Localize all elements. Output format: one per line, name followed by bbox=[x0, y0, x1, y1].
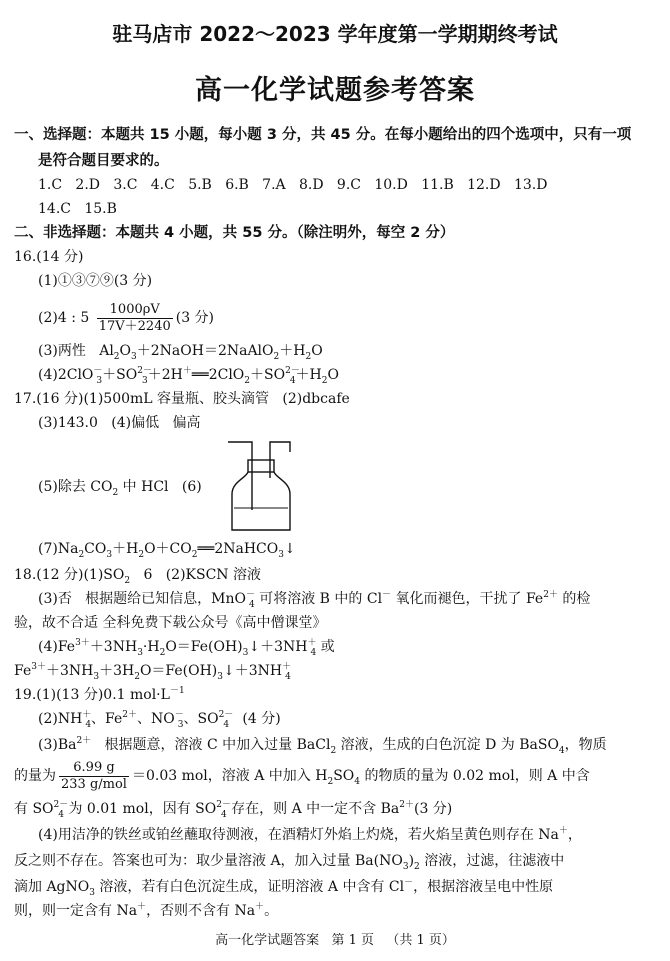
q18-header bbox=[14, 566, 261, 586]
q16-part2 bbox=[38, 298, 214, 338]
subscript: 4 bbox=[249, 600, 255, 610]
subscript: 2 bbox=[134, 672, 140, 682]
q16-part4-equation bbox=[38, 366, 339, 386]
page-footer: 高一化学试题答案 第 1 页 （共 1 页） bbox=[215, 933, 455, 948]
eq-text: ══2ClO bbox=[191, 367, 245, 383]
eq-text: ·H bbox=[142, 639, 160, 655]
subscript: 4 bbox=[354, 777, 360, 787]
eq-text: (7)Na bbox=[38, 541, 79, 557]
subscript: 4 bbox=[558, 746, 565, 756]
eq-text: ↓ bbox=[283, 541, 296, 557]
eq-text: CO bbox=[84, 541, 107, 557]
text: 则，则一定含有 Na bbox=[14, 903, 138, 919]
subscript: 2 bbox=[138, 550, 145, 560]
superscript: 2－ bbox=[137, 366, 152, 376]
subscript: 3 bbox=[96, 376, 103, 386]
eq-text: Fe bbox=[14, 663, 32, 679]
subscript: 3 bbox=[93, 672, 100, 682]
ion: 、Fe bbox=[91, 711, 123, 727]
superscript: 3＋ bbox=[31, 662, 46, 672]
text: ， bbox=[567, 827, 582, 843]
text: 溶液，若有白色沉淀生成，证明溶液 A 中含有 Cl bbox=[94, 879, 405, 895]
q16-part1: (1)①③⑦⑨(3 分) bbox=[38, 273, 153, 289]
q18-part3-line2: 验，故不合适 全科免费下载公众号《高中僧课堂》 bbox=[14, 615, 327, 631]
eq-text: (4)Fe bbox=[38, 639, 76, 655]
subscript: 2 bbox=[273, 352, 280, 362]
subscript: 2 bbox=[321, 376, 328, 386]
subscript: 3 bbox=[242, 648, 249, 658]
subscript: 4 bbox=[285, 672, 291, 682]
superscript: ＋ bbox=[182, 366, 192, 376]
section2-intro: 二、非选择题：本题共 4 小题，共 55 分。（除注明外，每空 2 分） bbox=[14, 225, 455, 241]
text: 溶液，过滤，往滤液中 bbox=[419, 853, 565, 869]
q16-concentration-fraction bbox=[97, 302, 173, 335]
superscript: 2－ bbox=[285, 366, 300, 376]
eq-text: (4)2ClO bbox=[38, 367, 94, 383]
text: (3 分) bbox=[413, 801, 453, 817]
text: ，根据溶液呈电中性原 bbox=[413, 879, 554, 895]
text: 或 bbox=[316, 639, 335, 655]
superscript: ＋ bbox=[82, 710, 92, 720]
subscript: 2 bbox=[124, 576, 131, 586]
doc-title: 高一化学试题参考答案 bbox=[195, 75, 475, 106]
section1-intro-line2: 是符合题目要求的。 bbox=[38, 153, 169, 169]
ion: (2)NH bbox=[38, 711, 83, 727]
superscript: － bbox=[382, 590, 392, 600]
fraction-denominator: 233 g/mol bbox=[61, 776, 127, 792]
eq-text: ＋SO bbox=[250, 367, 286, 383]
eq-text: ＋H bbox=[112, 541, 139, 557]
superscript: － bbox=[93, 366, 103, 376]
q19-part3-line2 bbox=[14, 756, 590, 798]
subscript: 4 bbox=[85, 720, 92, 730]
ion: 、NO bbox=[137, 711, 175, 727]
subscript: 3 bbox=[217, 672, 223, 682]
subscript: 3 bbox=[402, 862, 409, 872]
text: 为 0.01 mol，因有 SO bbox=[64, 801, 217, 817]
text: 反之则不存在。答案也可为：取少量溶液 A，加入过量 Ba(NO bbox=[14, 853, 403, 869]
text: ) bbox=[408, 853, 415, 869]
subscript: 3 bbox=[131, 352, 137, 362]
subscript: 2 bbox=[244, 376, 251, 386]
eq-text: O＝Fe(OH) bbox=[139, 663, 218, 679]
subscript: 4 bbox=[223, 720, 230, 730]
eq-text: ＋2NaOH＝2NaAlO bbox=[136, 343, 274, 359]
eq-text: ＋3NH bbox=[89, 639, 138, 655]
q18-part3-line1 bbox=[38, 590, 590, 610]
eq-text: ↓＋3NH bbox=[248, 639, 308, 655]
q16-part2-score: (3 分) bbox=[175, 310, 215, 326]
fraction-numerator: 1000ρV bbox=[97, 302, 173, 319]
subscript: 3 bbox=[137, 648, 143, 658]
choice-answers-line2: 14.C 15.B bbox=[38, 201, 117, 217]
q17-part5-6 bbox=[38, 478, 202, 498]
eq-text: ＋SO bbox=[102, 367, 138, 383]
eq-text: O＝Fe(OH) bbox=[165, 639, 243, 655]
q18-part4-equation2 bbox=[14, 662, 291, 682]
choice-answers-line1: 1.C 2.D 3.C 4.C 5.B 6.B 7.A 8.D 9.C 10.D 11.B 12.D 13.D bbox=[38, 177, 548, 193]
q18-part2: 6 (2)KSCN 溶液 bbox=[130, 567, 261, 583]
q17-part7-equation bbox=[38, 540, 296, 560]
exam-title: 驻马店市 2022～2023 学年度第一学期期终考试 bbox=[112, 22, 558, 46]
eq-text: ＋3NH bbox=[45, 663, 94, 679]
superscript: 2＋ bbox=[76, 736, 92, 746]
text: 。 bbox=[264, 903, 279, 919]
subscript: 2 bbox=[112, 488, 119, 498]
subscript: 3 bbox=[141, 376, 148, 386]
eq-text: ══2NaHCO bbox=[197, 541, 279, 557]
text: ，物质 bbox=[564, 737, 607, 753]
superscript: ＋ bbox=[558, 826, 568, 836]
q16-part3-equation bbox=[86, 343, 323, 362]
superscript: ＋ bbox=[307, 638, 317, 648]
eq-text: ＋H bbox=[279, 343, 306, 359]
subscript: 4 bbox=[58, 810, 64, 820]
q16-header: 16.(14 分) bbox=[14, 249, 84, 265]
superscript: 2－ bbox=[53, 800, 69, 810]
q19-part1 bbox=[14, 686, 185, 706]
text: (3)否 根据题给已知信息，MnO bbox=[38, 591, 247, 607]
subscript: 4 bbox=[310, 648, 317, 658]
text: (4)用洁净的铁丝或铂丝蘸取待测液，在酒精灯外焰上灼烧，若火焰呈黄色则存在 Na bbox=[38, 827, 559, 843]
subscript: 4 bbox=[289, 376, 296, 386]
subscript: 2 bbox=[191, 550, 198, 560]
q19-mass-fraction bbox=[59, 760, 129, 793]
superscript: 2＋ bbox=[399, 800, 414, 810]
superscript: ＋ bbox=[282, 662, 292, 672]
text: 滴加 AgNO bbox=[14, 879, 90, 895]
q17-part5-text: (5)除去 CO bbox=[38, 479, 113, 495]
eq-text: O＋CO bbox=[144, 541, 192, 557]
q17-header: 17.(16 分)(1)500mL 容量瓶、胶头滴管 (2)dbcafe bbox=[14, 391, 350, 407]
q18-part1: 18.(12 分)(1)SO bbox=[14, 567, 125, 583]
superscript: － bbox=[404, 878, 414, 888]
q19-part4-line1 bbox=[38, 826, 582, 846]
eq-text: O bbox=[119, 343, 132, 359]
subscript: 3 bbox=[177, 720, 184, 730]
text: 19.(1)(13 分)0.1 mol·L bbox=[14, 687, 170, 703]
q19-part4-line4 bbox=[14, 902, 278, 922]
q19-part3-line3 bbox=[14, 800, 452, 820]
section1-intro-line1: 一、选择题：本题共 15 小题，每小题 3 分，共 45 分。在每小题给出的四个选项中，只有一项 bbox=[14, 127, 632, 143]
eq-text: ＋2H bbox=[147, 367, 183, 383]
text: 的检 bbox=[557, 591, 591, 607]
eq-text: O bbox=[311, 343, 323, 359]
subscript: 2 bbox=[305, 352, 312, 362]
q19-part3-line1 bbox=[38, 736, 607, 756]
subscript: 3 bbox=[106, 550, 113, 560]
q18-part4-equation1 bbox=[38, 638, 335, 658]
subscript: 2 bbox=[327, 777, 334, 787]
text: ＝0.03 mol，溶液 A 中加入 H bbox=[131, 768, 328, 784]
text: SO bbox=[333, 768, 355, 784]
q16-ratio: (2)4 : 5 bbox=[38, 310, 90, 326]
q19-part4-line2 bbox=[14, 852, 564, 872]
eq-text: ↓＋3NH bbox=[223, 663, 283, 679]
fraction-numerator: 6.99 g bbox=[59, 760, 129, 777]
subscript: 2 bbox=[78, 550, 85, 560]
superscript: 2－ bbox=[218, 710, 234, 720]
superscript: 2＋ bbox=[122, 710, 138, 720]
subscript: 2 bbox=[330, 746, 337, 756]
eq-text: O bbox=[327, 367, 339, 383]
text: (3)Ba bbox=[38, 737, 77, 753]
subscript: 3 bbox=[278, 550, 284, 560]
q16-part3-label: (3)两性 bbox=[38, 343, 86, 359]
subscript: 2 bbox=[414, 862, 420, 872]
score: (4 分) bbox=[229, 711, 281, 727]
superscript: － bbox=[174, 710, 184, 720]
superscript: 3＋ bbox=[75, 638, 90, 648]
text: 可将溶液 B 中的 Cl bbox=[254, 591, 383, 607]
q19-part2 bbox=[38, 710, 281, 730]
subscript: 2 bbox=[113, 352, 120, 362]
superscript: －1 bbox=[169, 686, 185, 696]
q17-part6-label: 中 HCl (6) bbox=[118, 479, 202, 495]
q19-part4-line3 bbox=[14, 878, 553, 898]
eq-text: ＋3H bbox=[99, 663, 135, 679]
superscript: 2＋ bbox=[543, 590, 558, 600]
gas-washing-bottle-icon bbox=[224, 438, 294, 534]
superscript: － bbox=[246, 590, 256, 600]
eq-text: ＋H bbox=[295, 367, 322, 383]
text: 溶液，生成的白色沉淀 D 为 BaSO bbox=[336, 737, 559, 753]
text: 的物质的量为 0.02 mol，则 A 中含 bbox=[360, 768, 590, 784]
q17-parts-3-4: (3)143.0 (4)偏低 偏高 bbox=[38, 415, 201, 431]
subscript: 3 bbox=[89, 888, 95, 898]
superscript: ＋ bbox=[137, 902, 147, 912]
superscript: ＋ bbox=[255, 902, 265, 912]
eq-text: Al bbox=[99, 343, 114, 359]
ion: 、SO bbox=[183, 711, 219, 727]
subscript: 2 bbox=[159, 648, 166, 658]
text: 存在，则 A 中一定不含 Ba bbox=[226, 801, 400, 817]
text: ，否则不含有 Na bbox=[146, 903, 256, 919]
text: 根据题意，溶液 C 中加入过量 BaCl bbox=[91, 737, 331, 753]
fraction-denominator: 17V＋2240 bbox=[98, 318, 171, 334]
text: 氧化而褪色，干扰了 Fe bbox=[391, 591, 544, 607]
superscript: 2－ bbox=[216, 800, 231, 810]
text: 有 SO bbox=[14, 801, 54, 817]
subscript: 4 bbox=[220, 810, 227, 820]
q16-part3 bbox=[38, 342, 323, 362]
text: 的量为 bbox=[14, 768, 56, 784]
